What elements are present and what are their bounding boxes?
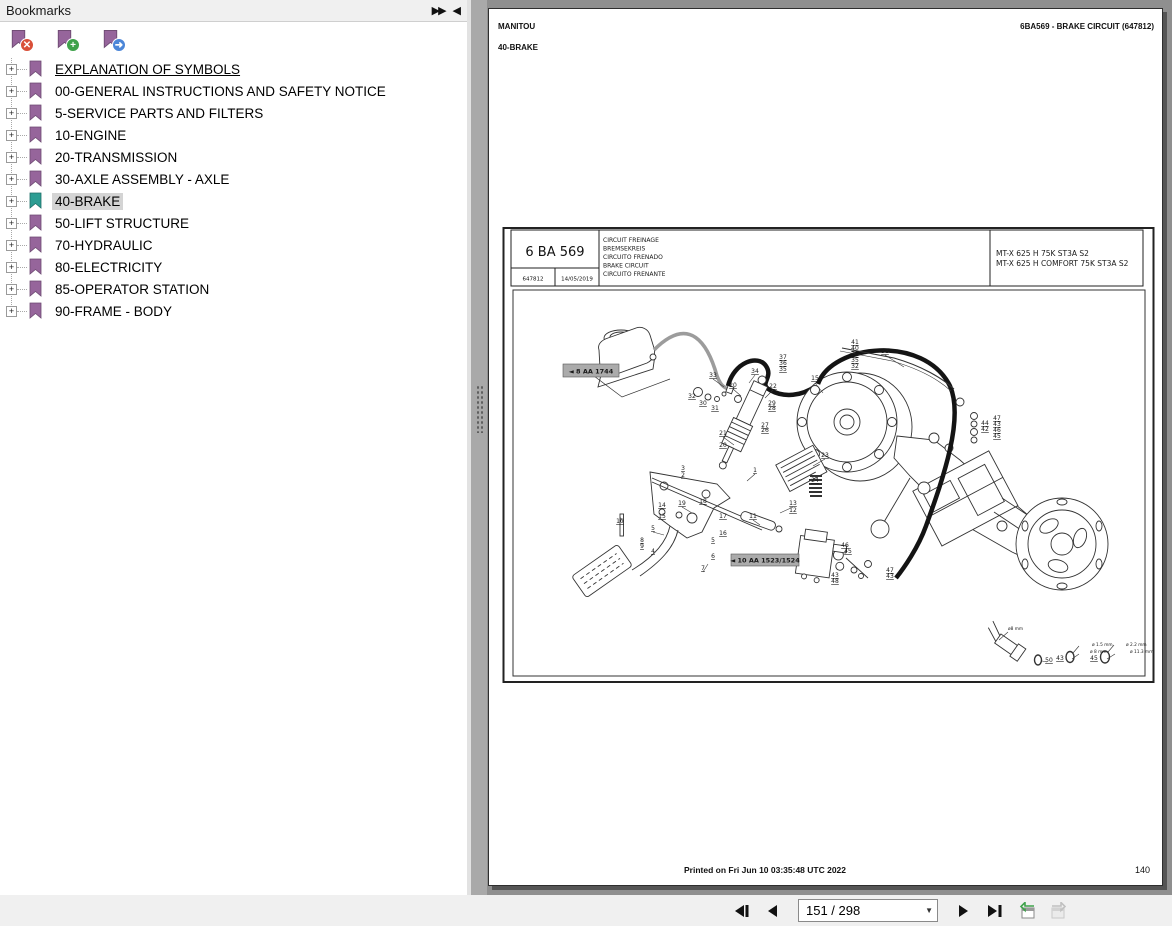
bookmark-label: 5-SERVICE PARTS AND FILTERS [55,105,264,121]
right-fittings [956,398,978,443]
svg-text:43: 43 [1056,655,1064,662]
svg-text:8: 8 [640,537,644,544]
bookmark-item[interactable] [0,168,467,190]
page-header-section: 40-BRAKE [498,43,539,52]
svg-text:27: 27 [761,422,769,429]
svg-text:36: 36 [779,360,787,367]
svg-text:ø 8 mm: ø 8 mm [1090,650,1107,655]
svg-text:28: 28 [768,405,776,412]
svg-text:32: 32 [851,363,859,370]
page-footer-printed: Printed on Fri Jun 10 03:35:48 UTC 2022 [683,865,847,875]
svg-text:37: 37 [779,354,787,361]
svg-text:MT-X 625 H 75K ST3A S2: MT-X 625 H 75K ST3A S2 [996,249,1089,258]
svg-text:48: 48 [831,578,839,585]
expand-plus-icon[interactable]: + [6,108,17,119]
expand-plus-icon[interactable]: + [6,262,17,273]
tree-dotted-link [17,113,27,114]
tree-dotted-link [17,267,27,268]
pdf-page [488,8,1163,886]
panel-splitter[interactable] [467,0,487,895]
bookmark-label: 85-OPERATOR STATION [55,281,210,297]
bookmark-label: 70-HYDRAULIC [55,237,153,253]
expand-plus-icon[interactable]: + [6,86,17,97]
svg-text:7: 7 [701,565,705,572]
reservoir-drawing [594,327,670,397]
svg-text:47: 47 [886,567,894,574]
svg-text:3: 3 [681,465,685,472]
bookmark-item[interactable] [0,234,467,256]
bookmark-label: 90-FRAME - BODY [55,303,173,319]
tree-dotted-link [17,91,27,92]
svg-text:ø 1.5 mm: ø 1.5 mm [1092,643,1113,648]
add-bookmark-button[interactable] [54,28,80,54]
svg-text:34: 34 [751,368,759,375]
svg-text:20: 20 [719,442,727,449]
bookmark-icon [28,104,43,122]
bookmark-icon [28,126,43,144]
svg-text:40: 40 [851,345,859,352]
svg-text:33: 33 [709,372,717,379]
bookmark-item[interactable] [0,212,467,234]
bookmark-item[interactable] [0,146,467,168]
first-page-button[interactable] [728,899,754,923]
goto-bookmark-badge-icon: ➜ [112,38,126,52]
title-block-titles [603,237,666,278]
pedal-bracket-drawing [620,472,782,538]
svg-text:14: 14 [658,502,666,509]
svg-text:22: 22 [769,383,777,390]
expand-plus-icon[interactable]: + [6,152,17,163]
page-number-input[interactable] [806,903,919,918]
svg-text:41: 41 [851,339,859,346]
bookmarks-toolbar [0,22,467,56]
svg-text:10: 10 [616,518,624,525]
svg-text:◄ 8 AA 1744: ◄ 8 AA 1744 [568,367,614,376]
next-view-button[interactable] [1046,899,1072,923]
next-page-button[interactable] [950,899,976,923]
bookmark-label: 40-BRAKE [52,193,123,210]
svg-text:ø 2.2 mm: ø 2.2 mm [1126,643,1147,648]
svg-text:39: 39 [851,351,859,358]
delete-bookmark-badge-icon: ✕ [20,38,34,52]
svg-text:1: 1 [753,467,757,474]
svg-text:9: 9 [640,543,644,550]
bookmarks-tree [0,58,467,322]
bookmark-label: 10-ENGINE [55,127,127,143]
expand-plus-icon[interactable]: + [6,130,17,141]
svg-text:38: 38 [881,348,889,355]
tree-dotted-link [17,69,27,70]
brake-circuit-diagram [502,226,1157,686]
svg-text:30: 30 [699,400,707,407]
expand-plus-icon[interactable]: + [6,196,17,207]
tree-dotted-link [17,201,27,202]
splitter-grip[interactable] [476,385,483,433]
bookmark-label: 80-ELECTRICITY [55,259,163,275]
previous-page-button[interactable] [760,899,786,923]
expand-plus-icon[interactable]: + [6,284,17,295]
bookmarks-panel [0,0,467,895]
svg-text:15: 15 [658,513,666,520]
tree-dotted-link [17,135,27,136]
title-block-models [996,249,1129,268]
bookmark-label: EXPLANATION OF SYMBOLS [55,61,241,77]
svg-text:12: 12 [789,507,797,514]
bookmark-icon [28,280,43,298]
svg-text:2: 2 [681,472,685,479]
svg-text:ø 11.3 mm: ø 11.3 mm [1130,650,1154,655]
tree-dotted-link [17,157,27,158]
svg-text:35: 35 [779,366,787,373]
svg-text:29: 29 [768,400,776,407]
expand-plus-icon[interactable]: + [6,64,17,75]
svg-text:46: 46 [841,542,849,549]
bookmark-item[interactable] [0,58,467,80]
expand-plus-icon[interactable]: + [6,174,17,185]
document-view[interactable] [487,0,1172,895]
svg-text:19: 19 [678,500,686,507]
svg-text:CIRCUIT FREINAGE: CIRCUIT FREINAGE [603,237,659,244]
svg-text:45: 45 [1090,655,1098,662]
hide-panel-icon[interactable]: ◀ [452,5,461,17]
svg-text:16: 16 [719,530,727,537]
tree-dotted-link [17,289,27,290]
bookmark-label: 30-AXLE ASSEMBLY - AXLE [55,171,230,187]
svg-text:11: 11 [749,513,757,520]
svg-text:20: 20 [729,382,737,389]
valve-fittings [846,558,872,579]
bookmark-icon [28,60,43,78]
last-page-button[interactable] [982,899,1008,923]
bookmark-item[interactable] [0,190,467,212]
status-bar [0,895,1172,926]
rear-flange-drawing [1016,498,1108,590]
svg-text:47: 47 [993,415,1001,422]
bookmark-item[interactable] [0,124,467,146]
svg-text:BRAKE CIRCUIT: BRAKE CIRCUIT [603,262,649,270]
bookmark-icon [28,214,43,232]
svg-text:CIRCUITO FRENADO: CIRCUITO FRENADO [603,254,663,261]
svg-text:23: 23 [821,452,829,459]
svg-text:MT-X 625 H COMFORT 75K ST3A S2: MT-X 625 H COMFORT 75K ST3A S2 [996,259,1129,268]
diagram-artwork [572,327,1115,665]
bookmark-icon [28,258,43,276]
svg-text:21: 21 [719,430,727,437]
bookmark-label: 00-GENERAL INSTRUCTIONS AND SAFETY NOTICE [55,83,386,99]
title-block-code: 6 BA 569 [525,245,585,260]
bookmark-icon [28,236,43,254]
svg-text:32: 32 [688,393,696,400]
bookmark-label: 20-TRANSMISSION [55,149,178,165]
bookmark-icon [28,302,43,320]
bookmark-item[interactable] [0,278,467,300]
svg-text:BREMSEKREIS: BREMSEKREIS [603,245,646,253]
expand-plus-icon[interactable]: + [6,240,17,251]
goto-bookmark-button[interactable] [100,28,126,54]
svg-text:43: 43 [831,572,839,579]
dimension-labels [1008,626,1153,655]
svg-text:43: 43 [993,421,1001,428]
title-block-docnum: 647812 [522,276,544,283]
svg-text:13: 13 [789,500,797,507]
bookmark-icon [28,170,43,188]
bookmark-label: 50-LIFT STRUCTURE [55,215,190,231]
tree-dotted-link [17,223,27,224]
tree-dotted-link [17,311,27,312]
svg-text:CIRCUITO FRENANTE: CIRCUITO FRENANTE [603,271,666,278]
svg-text:24: 24 [811,477,819,484]
svg-text:45: 45 [844,548,852,555]
svg-text:ø8 mm: ø8 mm [1008,627,1024,632]
svg-text:35: 35 [851,357,859,364]
svg-text:31: 31 [711,405,719,412]
expand-plus-icon[interactable]: + [6,218,17,229]
bookmark-item[interactable] [0,300,467,322]
delete-bookmark-button[interactable] [8,28,34,54]
svg-text:6: 6 [711,553,715,560]
svg-text:45: 45 [993,433,1001,440]
collapse-all-icon[interactable]: ▶▶ [431,5,445,17]
svg-text:42: 42 [981,426,989,433]
svg-text:43: 43 [886,573,894,580]
svg-text:◄ 10 AA 1523/1524: ◄ 10 AA 1523/1524 [730,556,800,565]
bookmark-icon [28,82,43,100]
svg-text:44: 44 [981,420,989,427]
previous-view-button[interactable] [1014,899,1040,923]
bookmark-item[interactable] [0,256,467,278]
svg-text:5: 5 [651,525,655,532]
tree-dotted-link [17,245,27,246]
combo-dropdown-icon[interactable]: ▼ [925,906,933,915]
expand-plus-icon[interactable]: + [6,306,17,317]
title-block-date: 14/05/2019 [561,276,593,283]
bookmark-item[interactable] [0,102,467,124]
svg-text:50: 50 [1045,657,1053,664]
valve-block-drawing [794,529,848,587]
svg-text:4: 4 [651,548,655,555]
svg-text:5: 5 [711,537,715,544]
bookmarks-panel-title: Bookmarks [6,3,72,18]
page-number-combobox[interactable] [798,899,938,922]
svg-text:15: 15 [811,375,819,382]
bookmark-icon [28,192,43,210]
svg-text:18: 18 [699,498,707,505]
page-header-title: 6BA569 - BRAKE CIRCUIT (647812) [1020,22,1154,31]
bookmark-icon [28,148,43,166]
page-footer-number: 140 [1134,865,1150,875]
add-bookmark-badge-icon: + [66,38,80,52]
bookmarks-panel-header [0,0,467,22]
tree-dotted-link [17,179,27,180]
bookmark-item[interactable] [0,80,467,102]
page-header-brand: MANITOU [498,22,536,31]
svg-text:17: 17 [719,513,727,520]
svg-text:26: 26 [761,427,769,434]
pedal-drawing [572,526,678,598]
svg-text:46: 46 [993,427,1001,434]
